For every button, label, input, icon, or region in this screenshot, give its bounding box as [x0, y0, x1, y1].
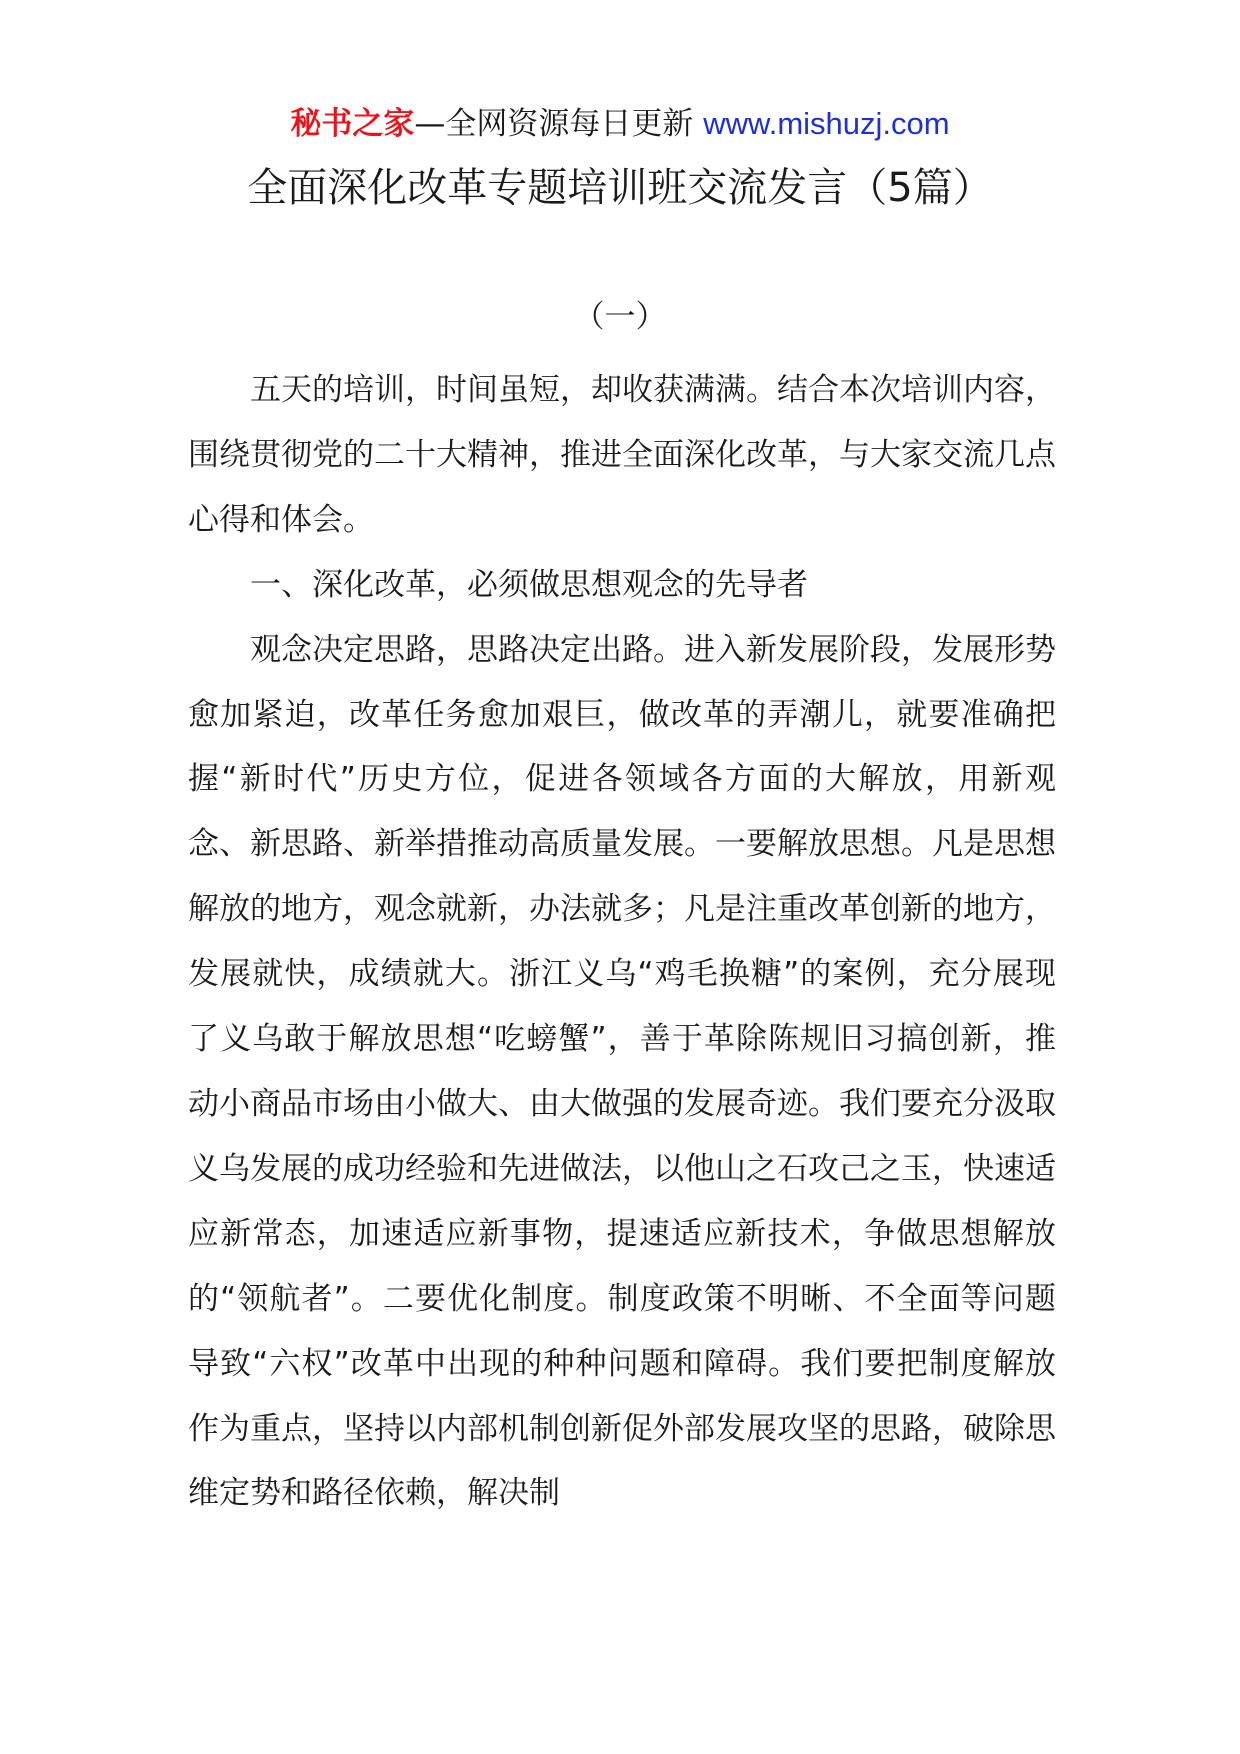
site-slogan: —全网资源每日更新: [414, 106, 704, 142]
site-brand: 秘书之家: [290, 106, 415, 142]
section-number: （一）: [573, 299, 667, 335]
document-title: 全面深化改革专题培训班交流发言（5篇）: [247, 165, 993, 211]
paragraph-intro: 五天的培训，时间虽短，却收获满满。结合本次培训内容，围绕贯彻党的二十大精神，推进全面深化改革，与大家交流几点心得和体会。: [188, 372, 1056, 538]
section-heading: 一、深化改革，必须做思想观念的先导者: [250, 566, 808, 603]
paragraph-body: 观念决定思路，思路决定出路。进入新发展阶段，发展形势愈加紧迫，改革任务愈加艰巨，做改革的弄潮儿，就要准确把握“新时代”历史方位，促进各领域各方面的大解放，用新观念、新思路、新举措推动高质量发展。一要解放思想。凡是思想解放的地方，观念就新，办法就多；凡是注重改革创新的地方，发展就快，成绩就大。浙江义乌“鸡毛换糖”的案例，充分展现了义乌敢于解放思想“吃螃蟹”，善于革除陈规旧习搞创新，推动小商品市场由小做大、由大做强的发展奇迹。我们要充分汲取义乌发展的成功经验和先进做法，以他山之石攻己之玉，快速适应新常态，加速适应新事物，提速适应新技术，争做思想解放的“领航者”。二要优化制度。制度政策不明晰、不全面等问题导致“六权”改革中出现的种种问题和障碍。我们要把制度解放作为重点，坚持以内部机制创新促外部发展攻坚的思路，破除思维定势和路径依赖，解决制: [188, 631, 1056, 1512]
site-url-link[interactable]: www.mishuzj.com: [703, 106, 950, 141]
site-header: [0, 102, 1240, 146]
document-body: [188, 358, 1056, 1526]
